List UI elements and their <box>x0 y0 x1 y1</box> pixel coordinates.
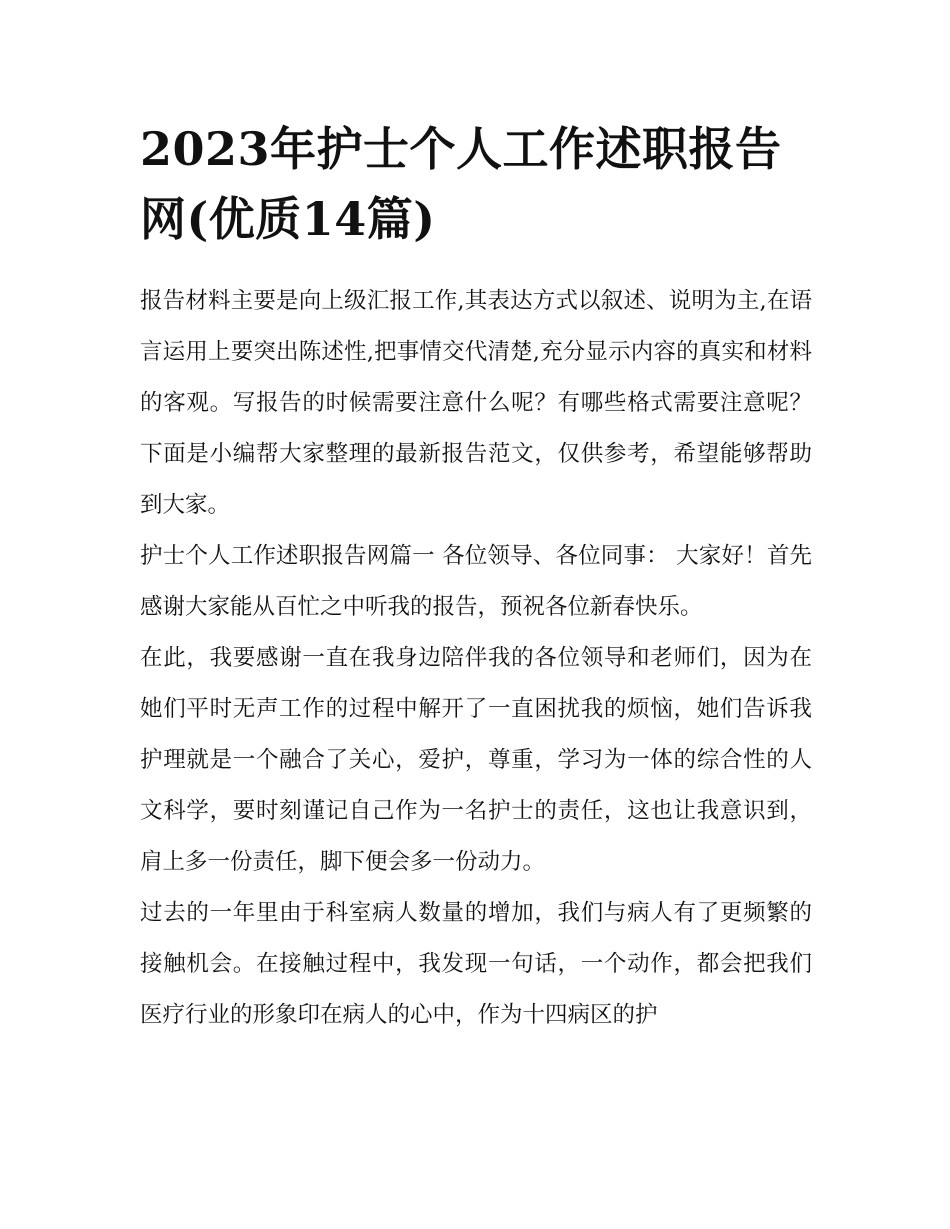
document-title: 2023年护士个人工作述职报告网(优质14篇) <box>140 122 782 246</box>
paragraph-past-year: 过去的一年里由于科室病人数量的增加，我们与病人有了更频繁的接触机会。在接触过程中，我发现一句话，一个动作，都会把我们医疗行业的形象印在病人的心中，作为十四病区的护 <box>140 900 812 1028</box>
document-body <box>140 276 812 1041</box>
paragraph-thanks: 在此，我要感谢一直在我身边陪伴我的各位领导和老师们，因为在她们平时无声工作的过程中解开了一直困扰我的烦恼，她们告诉我护理就是一个融合了关心，爱护，尊重，学习为一体的综合性的人文科学，要时刻谨记自己作为一名护士的责任，这也让我意识到，肩上多一份责任，脚下便会多一份动力。 <box>140 645 812 875</box>
paragraph-intro: 报告材料主要是向上级汇报工作,其表达方式以叙述、说明为主,在语言运用上要突出陈述性,把事情交代清楚,充分显示内容的真实和材料的客观。写报告的时候需要注意什么呢？有哪些格式需要注意呢？下面是小编帮大家整理的最新报告范文，仅供参考，希望能够帮助到大家。 <box>140 288 812 518</box>
paragraph-greeting: 护士个人工作述职报告网篇一 各位领导、各位同事： 大家好！首先感谢大家能从百忙之中听我的报告，预祝各位新春快乐。 <box>140 543 812 620</box>
